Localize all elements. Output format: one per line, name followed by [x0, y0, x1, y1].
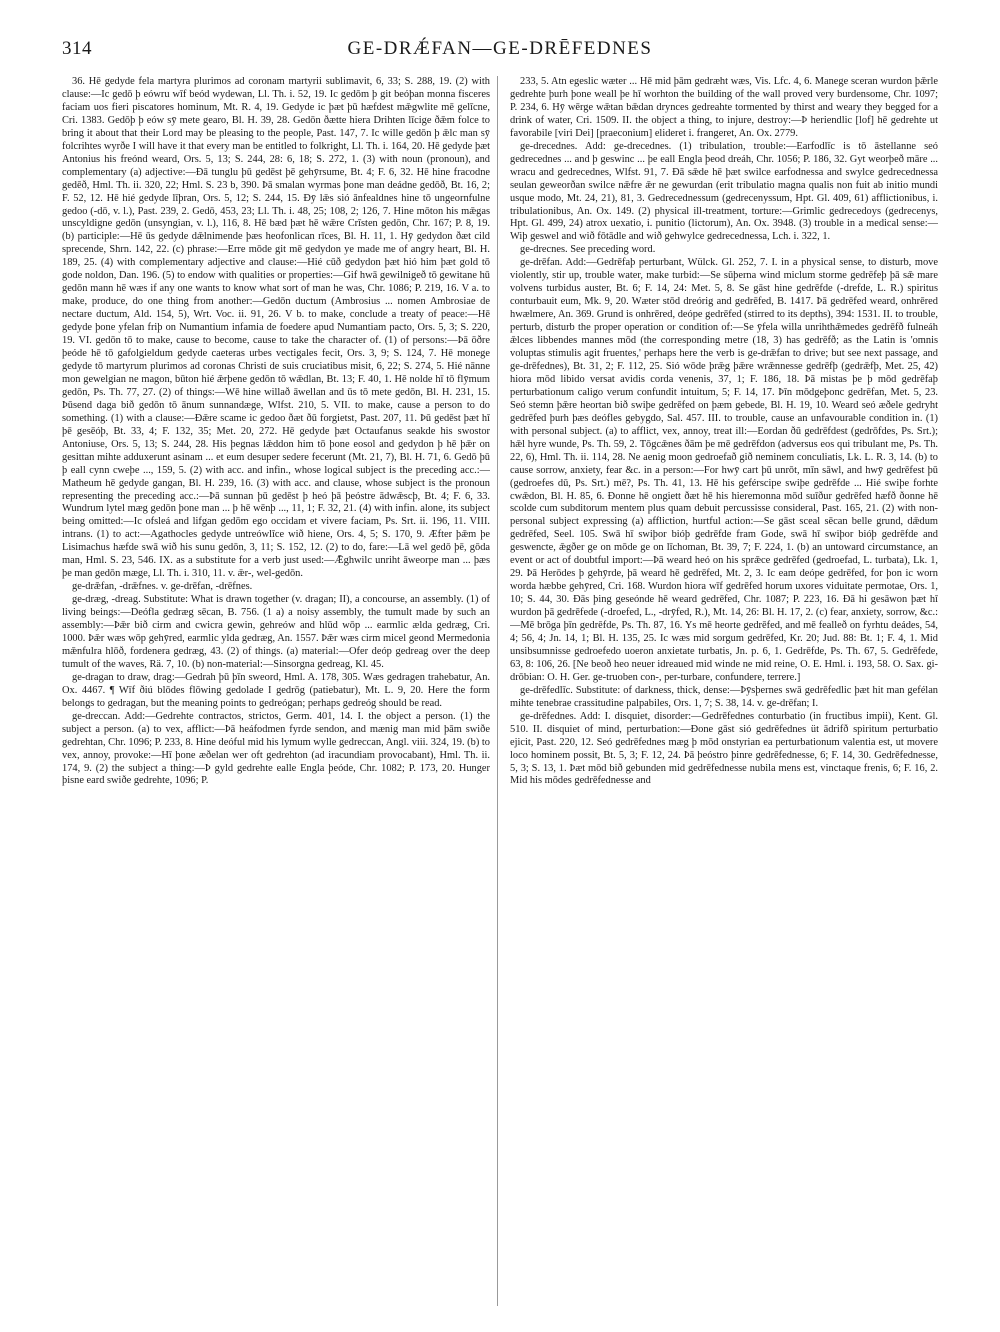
page-header: [62, 38, 938, 68]
entry-paragraph: ge-dræg, -dreag. Substitute: What is drawn together (v. dragan; II), a concourse, an assembly. (1) of living beings:—Deófla gedræg sēcan, B. 756. (1 a) a noisy assembly, the tumult made by such an assembly:—Þǣr bið cirm and cwicra gewin, gehreów and hlūd wōp ... earmlic ælda gedræg, Cri. 1000. Þǣr wæs wōp gehȳred, earmlic ylda gedræg, An. 1557. Þǣr wæs cirm micel geond Mermedonia mǣnfulra hlōð, fordenera gedræg, 43. (2) of things. (a) material:—Ofer deóp gedreag over the deep tumult of the waves, Rä. 7, 10. (b) non-material:—Sinsorgna gedreag, Kl. 45.: [62, 594, 490, 670]
entry-paragraph: ge-drǣfan, -drǣfnes. v. ge-drēfan, -drēfnes.: [72, 581, 253, 593]
entry-paragraph: 233, 5. Atn egeslic wæter ... Hē mid þām gedræht wæs, Vis. Lfc. 4, 6. Manege sceran wurdon þǣrle gedrehte þurh þone weall þe hī worhton the building of the wall proved very burdensome, Chr. 1097; P. 234, 6. Hȳ wērge wǣtan bǣdan drynces gedreahte tormented by thirst and weary they begged for a drink of water, Cri. 1509. II. the object a thing, to injure, destroy:—Þ heriendlic [lof] hē gedrehte ut favorabile [viri Dei] [praeconium] elideret i. frangeret, An. Ox. 2779.: [510, 76, 938, 139]
entry-paragraph: ge-drecnes. See preceding word.: [520, 244, 656, 256]
entry-paragraph: 36. Hē gedyde fela martyra plurimos ad coronam martyrii sublimavit, 6, 33; S. 288, 19. (2) with clause:—Ic gedō þ eówru wīf beód wydewan, Ll. Th. i. 52, 19. Ic gedōm þ git beóþan monna fisceres faciam uos fieri piscatores hominum, Mt. R. 4, 19. Gedyde ic þæt þū hæfdest mǣgwlite mē gelīcne, Cri. 1383. Gedōþ þ eów sȳ mete gearo, Bl. H. 39, 28. Gedōn ðætte hiera Drihten līcige ðǣm folce to bring it about that their Lord may be pleasing to the people, Past. 147, 7. Ic wille gedōn þ ǣlc man sȳ folcrihtes wyrðe I will have it that every man be entitled to folkright, Ll. Th. i. 164, 20. Hē gedyde þæt Antonius his freónd weard, Ors. 5, 13; S. 244, 28: 6, 18; S. 272, 1. (3) with noun (pronoun), and complementary (a) adjective:—Ðā tunglu þū gedēst þē gehȳrsume, Bt. 4; F. 6, 32. Hē hine fracodne gedēð, Hml. Th. ii. 320, 22; Hml. S. 23 b, 390. Þā smalan wyrmas þone man deádne gedōð, Bt. 16, 2; F. 52, 12. Hē hié gedyde līþran, Ors. 5, 12; S. 244, 15. Ðȳ lǣs sió ānfealdnes hine tō ungeornfulne gedoo (-dō, v. l.), Past. 239, 2. Gedō, 453, 23; Ll. Th. i. 48, 25; 108, 2; 126, 7. Hine mōton his mǣgas unscyldigne gedōn (unsyngian, v. l.), 116, 8. Hē bæd þæt hē wǣre Crīsten gedōn, Chr. 167; P. 8, 19. (b) participle:—Hē ūs gedyde dǣlnimende þæs heofonlican rīces, Bl. H. 11, 1. Hȳ gedydon ðæt cild sprecende, Shrn. 142, 22. (c) phrase:—Erre mōde git mē gedydon ye made me of angry heart, Bl. H. 189, 25. (4) with complementary adjective and clause:—Hié cūð gedydon þæt hió him þæt gold tō gode noldon, Dan. 196. (5) to endow with qualities or properties:—Gif hwā gewilnigeð tō gewitane hū gedōn mann hē wæs if any one wants to know what sort of man he was, Chr. 1086; P. 219, 16. V a. to make, produce, do one thing from another:—Gedōn ductum (Ambrosius ... nomen Ambrosiae de nectare ductum, Ald. 154, 5), Wrt. Voc. ii. 91, 26. V b. to make, conclude a treaty of peace:—Hē gedyde þone yfelan friþ on Numantium infamia de foedere apud Numantiam pacto, Ors. 5, 3; S. 220, 19. VI. gedōn tō to make, cause to become, cause to take the character of. (1) of persons:—Þā ōðre þeóde hē tō gafolgieldum gedyde caeteras urbes vectigales fecit, Ors. 3, 9; S. 124, 7. Hē monege gedyde tō martyrum plurimos ad coronas Christi de suis cruciatibus misit, 6, 22; S. 274, 5. Hié nānne mon gewelgian ne magon, būton hié ǣrþene gedōn tō wǣdlan, Bt. 13; F. 40, 1. Hē nolde hī tō flȳmum gedōn, Ps. Th. 77, 27. (2) of things:—Wē hine willað āwellan and ūs tō mete gedōn, Bl. H. 231, 15. Þūsend daga bið gedōn tō ānum sunnandæge, Wlfst. 210, 5. VII. to make, cause a person to do something. (1) with a clause:—Ðǣre scame ic gedoo ðæt ðū forgietst, Past. 207, 11. Þū gedēst þæt hī þē gesēóþ, Bt. 33, 4; F. 132, 35; Met. 20, 272. Hē gedyde þæt Octaufanus seakde his swostor Antoniuse, Ors. 5, 13; S. 244, 28. His þegnas lǣddon him tō þone eosol and gedydon þ hē þǣr on gesittan mihte adduxerunt asinam ... et eum desuper sedere fecerunt (Mt. 21, 7), Bl. H. 71, 6. Gedō þū þ eall cynn cweþe ..., 159, 5. (2) with acc. and infin., whose logical subject is the preceding acc.:—Matheum hē gedyde gangan, Bl. H. 239, 16. (3) with acc. and clause, whose subject is the pronoun representing the preceding acc.:—Þā sunnan þū gedēst þ heó þā þeóstre ādwǣscþ, Bt. 4; F. 6, 33. Wundrum lytel mæg gedōn þone man ... þ hē wēnþ ..., 11, 1; F. 32, 21. (4) with infin. alone, its subject being omitted:—Ic ofsleá and lifgan gedōm ego occidam et vivere faciam, Ps. Srt. ii. 196, 11. VIII. intrans. (1) to act:—Agathocles gedyde untreówlīce wið hiene, Ors. 4, 5; S. 170, 9. Æfter þǣm þe Lisimachus hæfde swā wið his sunu gedōn, 3, 11; S. 152, 12. (2) to do, fare:—Lā wel gedō þē, gōda man, Hml. S. 23, 546. IX. as a substitute for a verb just used:—Ǣghwilc unriht āweorpe man ... þæs þe man gedōn mæge, Ll. Th. i. 310, 11. v. ǣr-, wel-gedōn.: [62, 76, 490, 580]
page-number: 314: [62, 38, 92, 59]
entry-paragraph: ge-drēfednes. Add: I. disquiet, disorder:—Gedrēfednes conturbatio (in fructibus impii), Kent. Gl. 510. II. disquiet of mind, perturbation:—Ðone gāst sió gedrēfednes üt ādrifð spiritum perturbatio ejicit, Past. 220, 12. Seó gedrēfednes mæg þ mōd onstyrian ea perturbationum valentia est, ut movere loco hominem possit, Bt. 5, 3; F. 12, 24. Þā þeóstro þinre gedrēfednesse, 6; F. 14, 30. Gedrēfednesse, 5, 3; S. 13, 1. Þæt mōd bið gebunden mid gedrēfednesse nubila mens est, vinctaque frenis, 6; F. 16, 2. Mid his mōdes gedrēfednesse and: [510, 710, 938, 787]
left-column: [62, 76, 490, 1316]
entry-paragraph: ge-drēfedlīc. Substitute: of darkness, thick, dense:—Þȳsþernes swā gedrēfedlic þæt hit man gefélan mihte tenebrae crassitudine palpabiles, Ors. 1, 7; S. 38, 14. v. ge-drēfan; I.: [510, 684, 938, 709]
entry-paragraph: ge-drecednes. Add: ge-drecednes. (1) tribulation, trouble:—Earfodlīc is tō āstellanne seó gedrecednes ... and þ geswinc ... þe eall Engla þeod dreáh, Chr. 1056; P. 186, 32. Gyt weorþeð māre ... wracu and gedrecednes, Wlfst. 91, 7. Ðā sǣde hē þæt swilce earfodnessa and swylce gedrecednessa seulan geweorðan swilce nǣfre ǣr ne gewurdan (erit tribulatio magna qualis non fuit ab initio mundi usque modo, Mt. 24, 21), 81, 3. Gedrecednessum (gedrecenyssum, Hpt. Gl. 409, 61) afflictionibus, i. tribulationibus, An. Ox. 149. (2) physical ill-treatment, torture:—Grimlic gedrecedoys (gedrecenys, Hpt. Gl. 499, 24) atrox uexatio, i. punitio (lictorum), An. Ox. 3948. (3) trouble in a medical sense:—Wiþ geswel and wið fōtādle and wið gehwylce gedrecednessa, Lch. i. 322, 1.: [510, 140, 938, 243]
entry-paragraph: ge-drēfan. Add:—Gedrēfaþ perturbant, Wülck. Gl. 252, 7. I. in a physical sense, to disturb, move violently, stir up, trouble water, make turbid:—Se sūþerna wind miclum storme gedrēfeþ þā sǣ mare volvens turbidus auster, Bt. 6; F. 14, 24: Met. 5, 8. Se gāst hine gedrēfde (-drefde, L. R.) spiritus conturbauit eum, Mk. 9, 20. Wæter stōd dreórig and gedrēfed, B. 1417. Þā gedrēfed weard, onhrēred hwælmere, An. 369. Grund is onhrēred, deópe gedrēfed (stirred to its depths), 394: 1531. II. to trouble, perturb, disturb the proper operation or condition of:—Se ȳfela willa unrihthǣmedes gedrēfð fulneáh ǣlces libbendes mannes mōd (the corresponding metre (18, 3) has gedrēfð; as the Latin is 'omnis voluptas stimulis agit fruentes,' perhaps here the verb is ge-drǣfan to drive; but see next passage, and ge-drēfednes), Bt. 31, 2; F. 112, 25. Sió wōde þrǣg þǣre wrǣnnesse gedrēfþ (gedrǣfþ, Met. 25, 42) hiora mōd libido versat avidis corda venenis, 37, 1; F. 186, 18. Þā mistas þe þ mōd gedrēfaþ perturbationum caligo verum confundit intuitum, 5; F. 14, 17. Þīn mōdgeþonc gedrēfan, Met. 5, 23. Seó stemn þǣre heortan bið swiþe gedrēfed on þæm gebede, Bl. H. 19, 10. Weard seó æðele gedryht gedrēfed þurh þæs deófles gebygdo, Sal. 457. III. to trouble, cause an unfavourable condition in. (1) with personal subject. (a) to afflict, vex, annoy, treat ill:—Eordan ðū gedrēfdest (gedrōfdes, Ps. Srt.); hǣl hyre wunde, Ps. Th. 59, 2. Tōgcǣnes ðām þe mē gedrēfdon (adversus eos qui tribulant me, Ps. Th. 22, 6), Hml. Th. ii. 114, 28. Ne aenig moon gedroefað gið neminem conculiatis, Lk. L. R. 3, 14. (b) to cause sorrow, anxiety, fear &c. in a person:—For hwȳ cart þū unrōt, mīn sāwl, and hwȳ gedrēfest þū (gedroefes dū, Ps. Srt.) mē?, Ps. Th. 41, 13. Hē his geférscipe swiþe gedrēfde ... Hié swiþe forhte cwǣdon, Bl. H. 85, 6. Ðonne hē ongiett ðæt hē his hieremonna mōd suīður gedrēfed hæfð ðonne hē scolde cum subditorum mentem plus quam debuit percussisse consideral, Past. 165, 21. (2) with non-personal subject expressing (a) affliction, hurtful action:—Se gāst sceal sēcan belle grund, dǣdum gedrēfed, Seel. 105. Swā hī swiþor bióþ gedrēfde fram Gode, swā hī swiþor bióþ gedrēfde and geswencte, ǣgðer ge on mōde ge on līchoman, Bt. 39, 7; F. 224, 1. (b) an untoward circumstance, an event or act of doubtful import:—Þā weard heó on his sprǣce gedrēfed (gedroefad, L. turbata), Lk. 1, 29. Þā Herōdes þ gehȳrde, þā weard hē gedrēfed, Mt. 2, 3. Ic eam deópe gedrēfed, for þon ic worn worda hæbbe gehȳred, Cri. 168. Wurdon hiora wīf gedrēfed horum uxores viduitate permotae, Ors. 1, 10; S. 44, 30. Ðās þing geseónde hē weard gedrēfed, Chr. 1087; P. 223, 16. Ðā hi gesāwon þæt hī wurdon þā gedrēfede (-droefed, L., -drȳfed, R.), Mt. 14, 26: Bl. H. 17, 2. (c) fear, anxiety, sorrow, &c.:—Mē brōga þīn gedrēfde, Ps. Th. 87, 16. Ys mē heorte gedrēfed, and mē fealleð on fyrhtu deádes, 54, 4; 56, 4; Jn. 14, 1; Bl. H. 135, 25. Ic wæs mid sorgum gedrēfed, Kr. 20; Jud. 88: Bt. 1; F. 4, 1. Mid unsibsumnisse gedroefedo uoeron anxietate turbatis, Jn. p. 6, 1. Gedrēfde, Ps. Th. 67, 5. Gedrēfede, 63, 8: 106, 26. [Ne beoð heo neuer idreaued mid winde ne mid reine, O. E. Hml. i. 193, 58. O. Sax. gi-drōbian: O. H. Ger. ge-truoben con-, per-turbare, confundere, terrere.]: [510, 257, 938, 683]
entry-paragraph: ge-dreccan. Add:—Gedrehte contractos, strictos, Germ. 401, 14. I. the object a person. (1) the subject a person. (a) to vex, afflict:—Þā heáfodmen fyrde sendon, and mænig man mid þām swiðe gedrehtan, Chr. 1096; P. 233, 8. Hine deóful mid his lymum wylle gedreccan, Angl. viii. 324, 19. (b) to vex, annoy, provoke:—Hī þone æðelan wer oft gedrehton (ad iracundiam provocabant), Hml. Th. ii. 174, 9. (2) the subject a thing:—Þ gyld gedrehte ealle Engla þeóde, Chr. 1082; P. 173, 20. Hunger þisne eard swiðe gedrehte, 1096; P.: [62, 710, 490, 787]
entry-paragraph: ge-dragan to draw, drag:—Gedrah þū þīn sweord, Hml. A. 178, 305. Wæs gedragen trahebatur, An. Ox. 4467. ¶ Wīf ðiú blōdes flōwing gedolade I gedrōg (patiebatur), Mt. L. 9, 20. Here the form belongs to gedragan, but the meaning points to gedreógan; perhaps gedreóg should be read.: [62, 671, 490, 709]
right-column: [510, 76, 938, 1316]
running-head: GE-DRǼFAN—GE-DRĒFEDNES: [347, 38, 653, 59]
column-divider: [497, 76, 498, 1306]
